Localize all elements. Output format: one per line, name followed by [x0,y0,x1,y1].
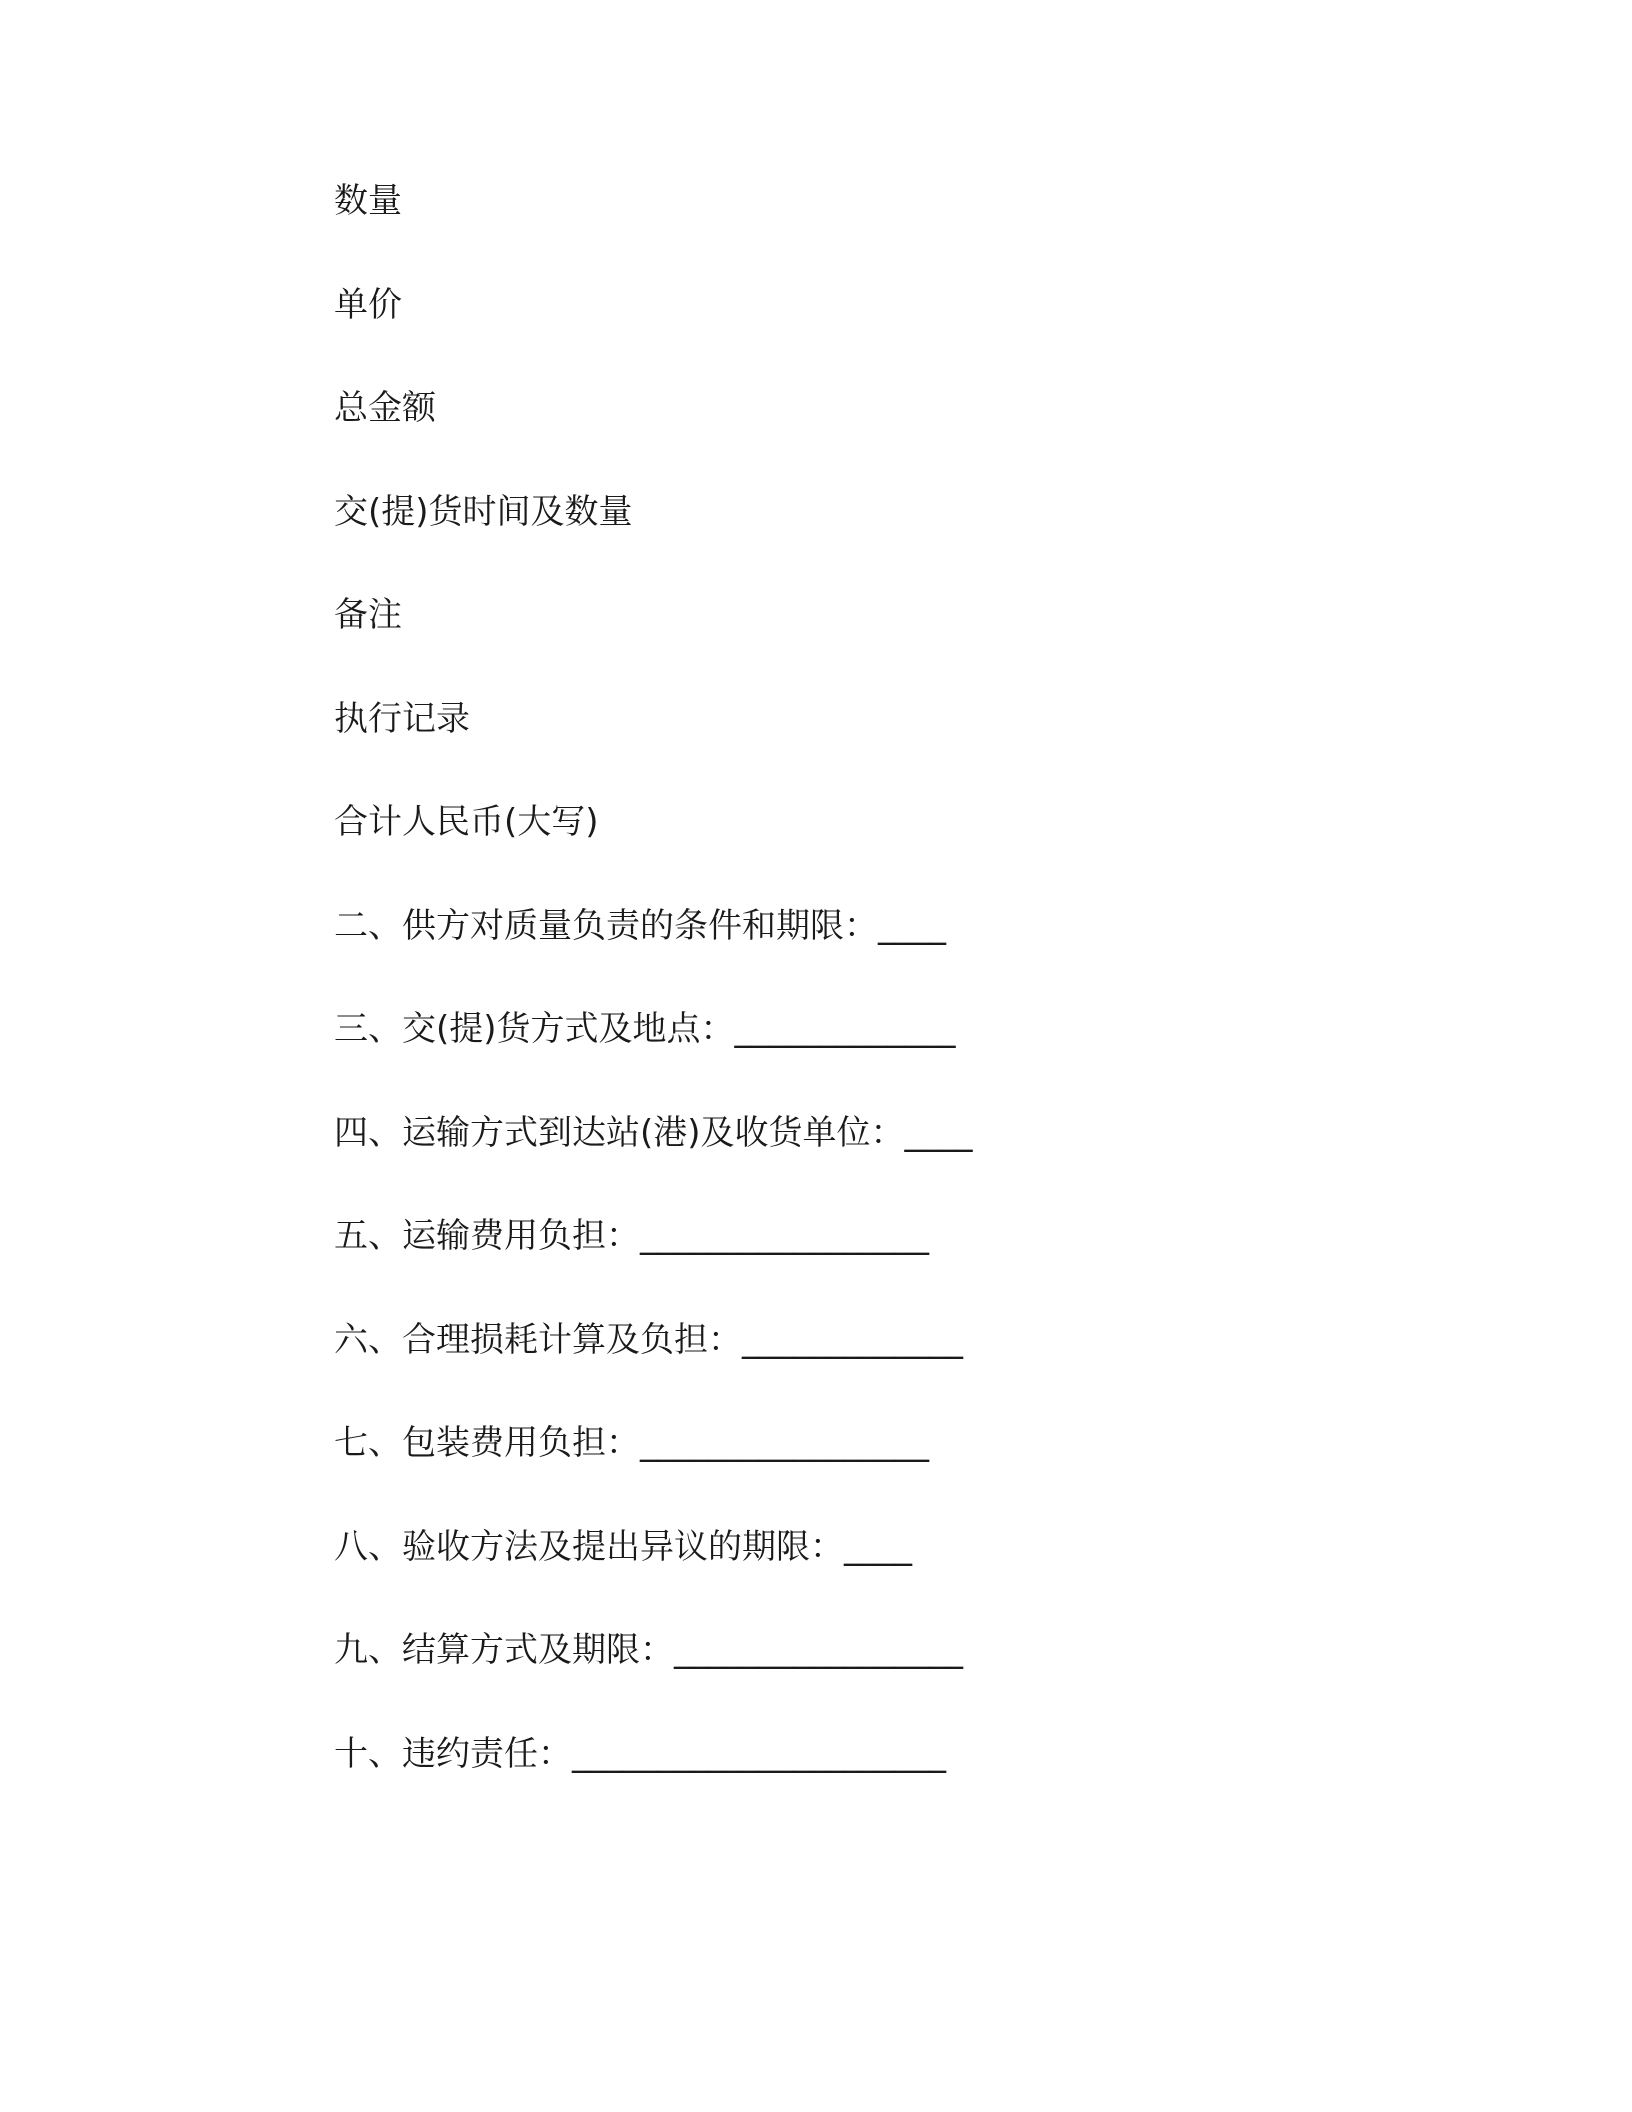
field-label-execution-record: 执行记录 [334,698,470,739]
clause-reasonable-loss: 六、合理损耗计算及负担：_____________ [334,1319,963,1360]
clause-breach-liability: 十、违约责任：______________________ [334,1733,946,1774]
clause-settlement-method: 九、结算方式及期限：_________________ [334,1630,963,1670]
field-label-total-amount: 总金额 [334,388,436,428]
field-label-total-rmb: 合计人民币(大写) [334,802,599,842]
contract-clauses [334,181,1434,1774]
clause-transport-method: 四、运输方式到达站(港)及收货单位：____ [334,1112,973,1153]
clause-acceptance-method: 八、验收方法及提出异议的期限：____ [334,1526,912,1567]
clause-delivery-method: 三、交(提)货方式及地点：_____________ [334,1009,956,1049]
field-label-quantity: 数量 [334,181,402,221]
field-label-remarks: 备注 [334,595,402,635]
field-label-delivery-time: 交(提)货时间及数量 [334,491,633,532]
clause-quality-responsibility: 二、供方对质量负责的条件和期限：____ [334,905,946,946]
clause-transport-cost: 五、运输费用负担：_________________ [334,1216,929,1256]
clause-packaging-cost: 七、包装费用负担：_________________ [334,1423,929,1463]
field-label-unit-price: 单价 [334,284,402,325]
